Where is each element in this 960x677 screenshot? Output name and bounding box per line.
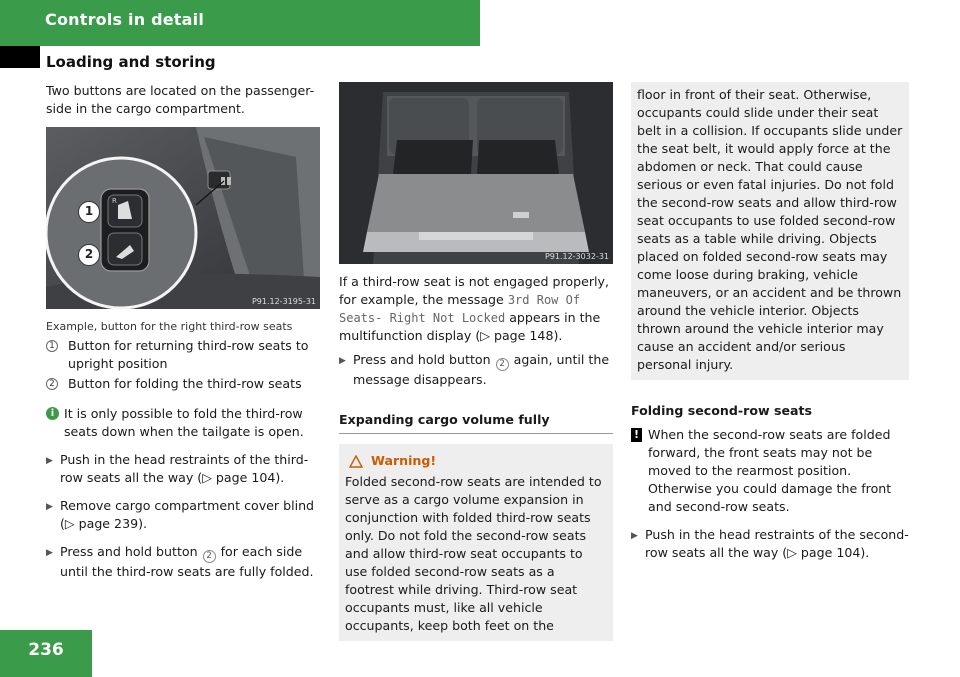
photo-id: P91.12-3195-31 <box>251 297 316 306</box>
warning-triangle-icon <box>349 455 363 468</box>
info-note <box>46 405 324 441</box>
button-ref: 2 <box>203 550 216 563</box>
info-text: It is only possible to fold the third-row seats down when the tailgate is open. <box>64 406 304 439</box>
item-text: Button for folding the third-row seats <box>68 376 302 391</box>
chapter-title: Controls in detail <box>45 10 204 29</box>
message-paragraph: If a third-row seat is not engaged properly, for example, the message 3rd Row Of Seats- Right Not Locked appears in the multifunction display (▷ page 148). <box>339 274 610 343</box>
display-message: 3rd Row Of Seats- Right Not Locked <box>339 293 581 325</box>
callout-1: 1 <box>78 201 100 223</box>
warning-text: Folded second-row seats are intended to serve as a cargo volume expansion in conjunction with folded third-row seats only. Do not fold the second-row seats and allow third-row seat occupants to use folded second-row seats as a footrest while driving. Third-row seat occupants must, like all vehicle occupants, keep both feet on the <box>345 474 602 633</box>
list-item <box>46 375 324 393</box>
svg-text:R: R <box>112 197 117 205</box>
photo-id: P91.12-3032-31 <box>544 252 609 261</box>
item-text: Button for returning third-row seats to upright position <box>68 338 309 371</box>
column-2 <box>339 82 613 641</box>
intro-text: Two buttons are located on the passenger-side in the cargo compartment. <box>46 83 315 116</box>
callout-2: 2 <box>78 244 100 266</box>
step <box>46 497 324 533</box>
warning-heading: Warning! <box>349 452 607 470</box>
item-number: 1 <box>46 340 58 352</box>
step <box>631 526 909 562</box>
caution-text: When the second-row seats are folded forward, the front seats may not be moved to the rearmost position. Otherwise you could damage the front and second-row seats. <box>648 427 892 514</box>
header-marker <box>0 46 40 68</box>
subheading: Folding second-row seats <box>631 403 813 418</box>
item-number: 2 <box>46 378 58 390</box>
step-text: Push in the head restraints of the second-row seats all the way (▷ page 104). <box>645 527 909 560</box>
step-arrow-icon: ▶ <box>46 548 53 558</box>
step-arrow-icon: ▶ <box>46 456 53 466</box>
step-text: Remove cargo compartment cover blind (▷ page 239). <box>60 498 315 531</box>
button-ref: 2 <box>496 358 509 371</box>
column-3 <box>631 82 909 562</box>
page-number: 236 <box>0 630 92 677</box>
step-arrow-icon: ▶ <box>631 531 638 541</box>
step-arrow-icon: ▶ <box>46 502 53 512</box>
cargo-area-illustration <box>339 82 613 264</box>
warning-box <box>339 444 613 641</box>
caution-note <box>631 426 909 516</box>
step <box>339 351 613 389</box>
step-text: Press and hold button 2 for each side until the third-row seats are fully folded. <box>60 544 314 579</box>
info-icon: i <box>46 407 59 420</box>
cargo-area-photo <box>339 82 613 264</box>
warning-text: floor in front of their seat. Otherwise, occupants could slide under their seat belt in a collision. If occupants slide under the seat belt, it would apply force at the abdomen or neck. That could cause serious or even fatal injuries. Do not fold the second-row seats and allow third-row seat occupants to use folded second-row seats as a table while driving. Objects placed on folded second-row seats may come loose during braking, vehicle maneuvers, or an accident and be thrown around the vehicle interior. Objects thrown around the vehicle interior may cause an accident and/or serious personal injury. <box>637 87 903 372</box>
step-arrow-icon: ▶ <box>339 356 346 366</box>
photo-caption: Example, button for the right third-row seats <box>46 320 293 333</box>
step <box>46 543 324 581</box>
section-title: Loading and storing <box>46 53 216 71</box>
step-text: Press and hold button 2 again, until the message disappears. <box>353 352 610 387</box>
warning-continued-box <box>631 82 909 380</box>
column-1 <box>46 82 324 581</box>
list-item <box>46 337 324 373</box>
cargo-buttons-photo <box>46 127 320 309</box>
caution-icon: ! <box>631 428 642 442</box>
section-heading: Expanding cargo volume fully <box>339 411 613 434</box>
step <box>46 451 324 487</box>
step-text: Push in the head restraints of the third-row seats all the way (▷ page 104). <box>60 452 309 485</box>
